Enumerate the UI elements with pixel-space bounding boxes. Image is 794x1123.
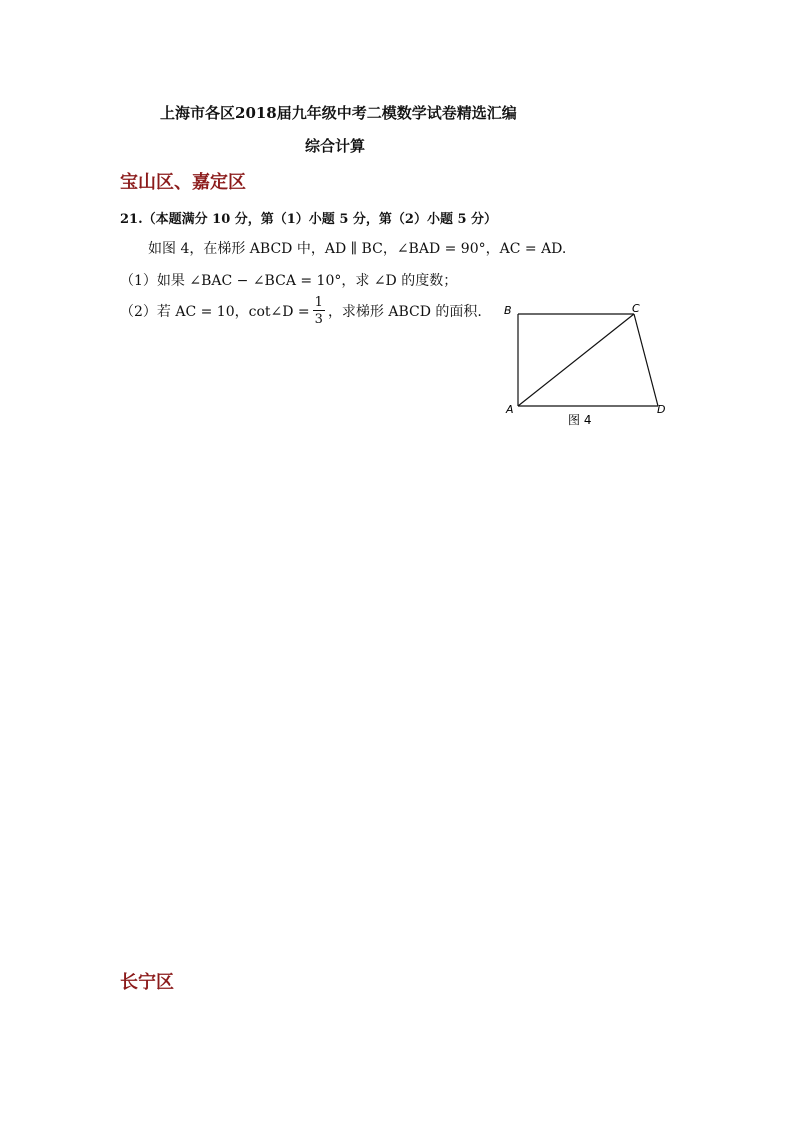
vertex-label-a: A — [506, 403, 514, 416]
fraction-denominator: 3 — [314, 312, 323, 327]
edge-cd — [634, 314, 658, 406]
question-21-part1: （1）如果 ∠BAC − ∠BCA = 10°，求 ∠D 的度数； — [120, 273, 458, 289]
section-heading-changning: 长宁区 — [120, 972, 174, 993]
question-21-header: 21.（本题满分 10 分，第（1）小题 5 分，第（2）小题 5 分） — [120, 212, 498, 227]
trapezoid-figure — [500, 300, 680, 435]
page-title: 上海市各区2018届九年级中考二模数学试卷精选汇编 — [160, 104, 517, 122]
part2-suffix: ，求梯形 ABCD 的面积. — [327, 304, 482, 320]
figure-caption: 图 4 — [568, 413, 592, 427]
question-21-intro: 如图 4，在梯形 ABCD 中，AD ∥ BC，∠BAD = 90°，AC = AD. — [148, 241, 567, 257]
diagonal-ac — [518, 314, 634, 406]
vertex-label-c: C — [632, 302, 640, 315]
fraction-numerator: 1 — [314, 295, 323, 310]
section-heading-baoshan-jiading: 宝山区、嘉定区 — [120, 172, 246, 193]
part2-prefix: （2）若 AC = 10，cot∠D = — [120, 304, 310, 320]
cot-fraction — [313, 296, 325, 326]
vertex-label-d: D — [657, 403, 666, 416]
page-subtitle: 综合计算 — [305, 137, 366, 155]
question-21-part2 — [120, 296, 482, 326]
vertex-label-b: B — [504, 304, 512, 317]
